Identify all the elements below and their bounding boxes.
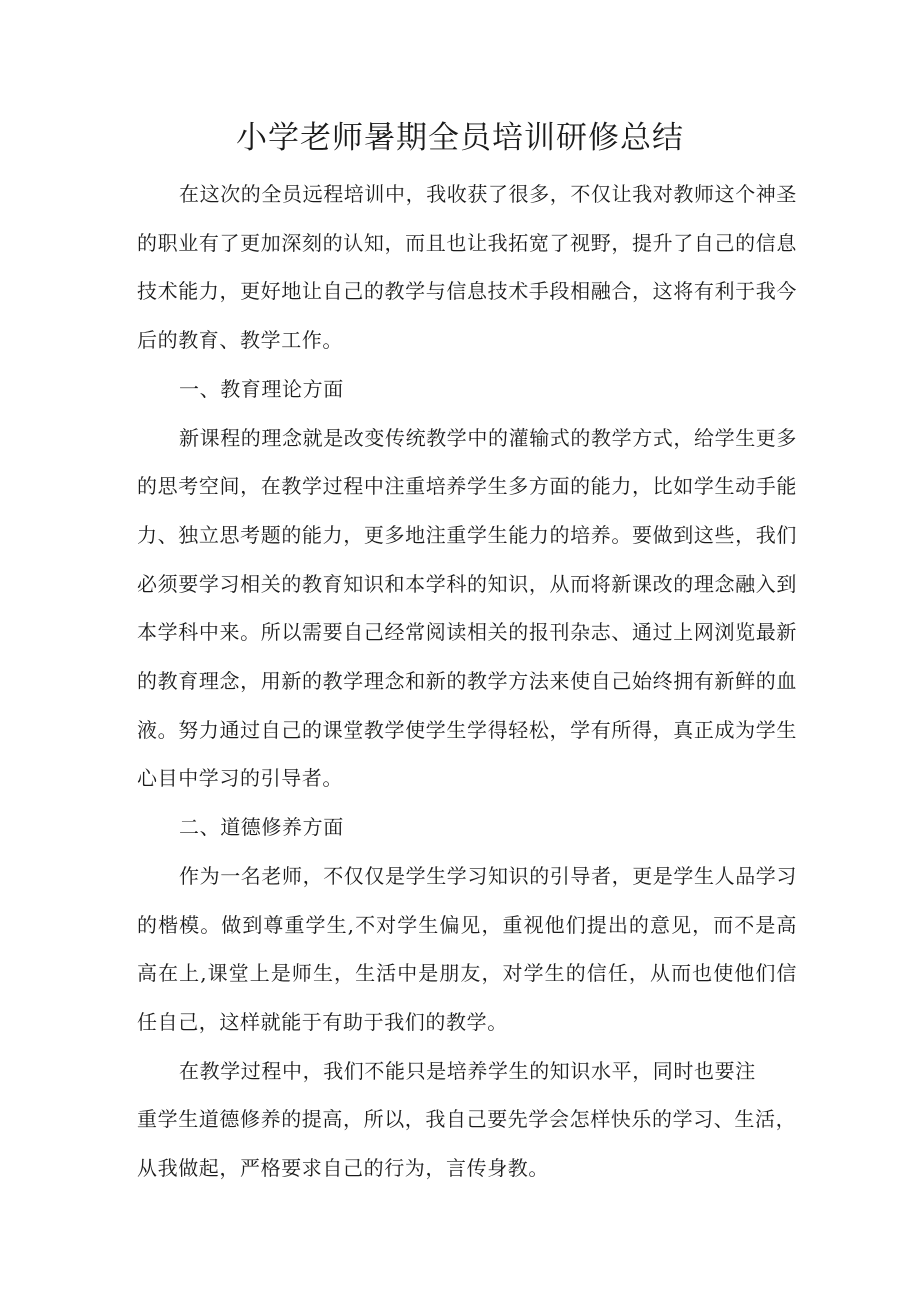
- education-theory-paragraph: 新课程的理念就是改变传统教学中的灌输式的教学方式，给学生更多的思考空间，在教学过程中注重培养学生多方面的能力，比如学生动手能力、独立思考题的能力，更多地注重学生能力的培养。要做到这些，我们必须要学习相关的教育知识和本学科的知识，从而将新课改的理念融入到本学科中来。所以需要自己经常阅读相关的报刊杂志、通过上网浏览最新的教育理念，用新的教学理念和新的教学方法来使自己始终拥有新鲜的血液。努力通过自己的课堂教学使学生学得轻松，学有所得，真正成为学生心目中学习的引导者。: [137, 425, 797, 791]
- document-title: 小学老师暑期全员培训研修总结: [236, 120, 684, 156]
- paragraph-line: 重学生道德修养的提高，所以，我自己要先学会怎样快乐的学习、生活，: [137, 1107, 797, 1132]
- section-heading-moral-cultivation: 二、道德修养方面: [179, 815, 344, 840]
- moral-cultivation-paragraph: 作为一名老师，不仅仅是学生学习知识的引导者，更是学生人品学习的楷模。做到尊重学生,不对学生偏见，重视他们提出的意见，而不是高高在上,课堂上是师生，生活中是朋友，对学生的信任，从而也使他们信任自己，这样就能于有助于我们的教学。: [137, 863, 797, 1034]
- intro-paragraph: 在这次的全员远程培训中，我收获了很多，不仅让我对教师这个神圣的职业有了更加深刻的认知，而且也让我拓宽了视野，提升了自己的信息技术能力，更好地让自己的教学与信息技术手段相融合，这将有利于我今后的教育、教学工作。: [137, 182, 797, 353]
- section-heading-education-theory: 一、教育理论方面: [179, 376, 344, 401]
- paragraph-line: 从我做起，严格要求自己的行为，言传身教。: [137, 1156, 549, 1181]
- paragraph-line: 在教学过程中，我们不能只是培养学生的知识水平，同时也要注: [179, 1058, 756, 1083]
- moral-cultivation-paragraph-2: [137, 1047, 797, 1193]
- document-body: [137, 170, 797, 1193]
